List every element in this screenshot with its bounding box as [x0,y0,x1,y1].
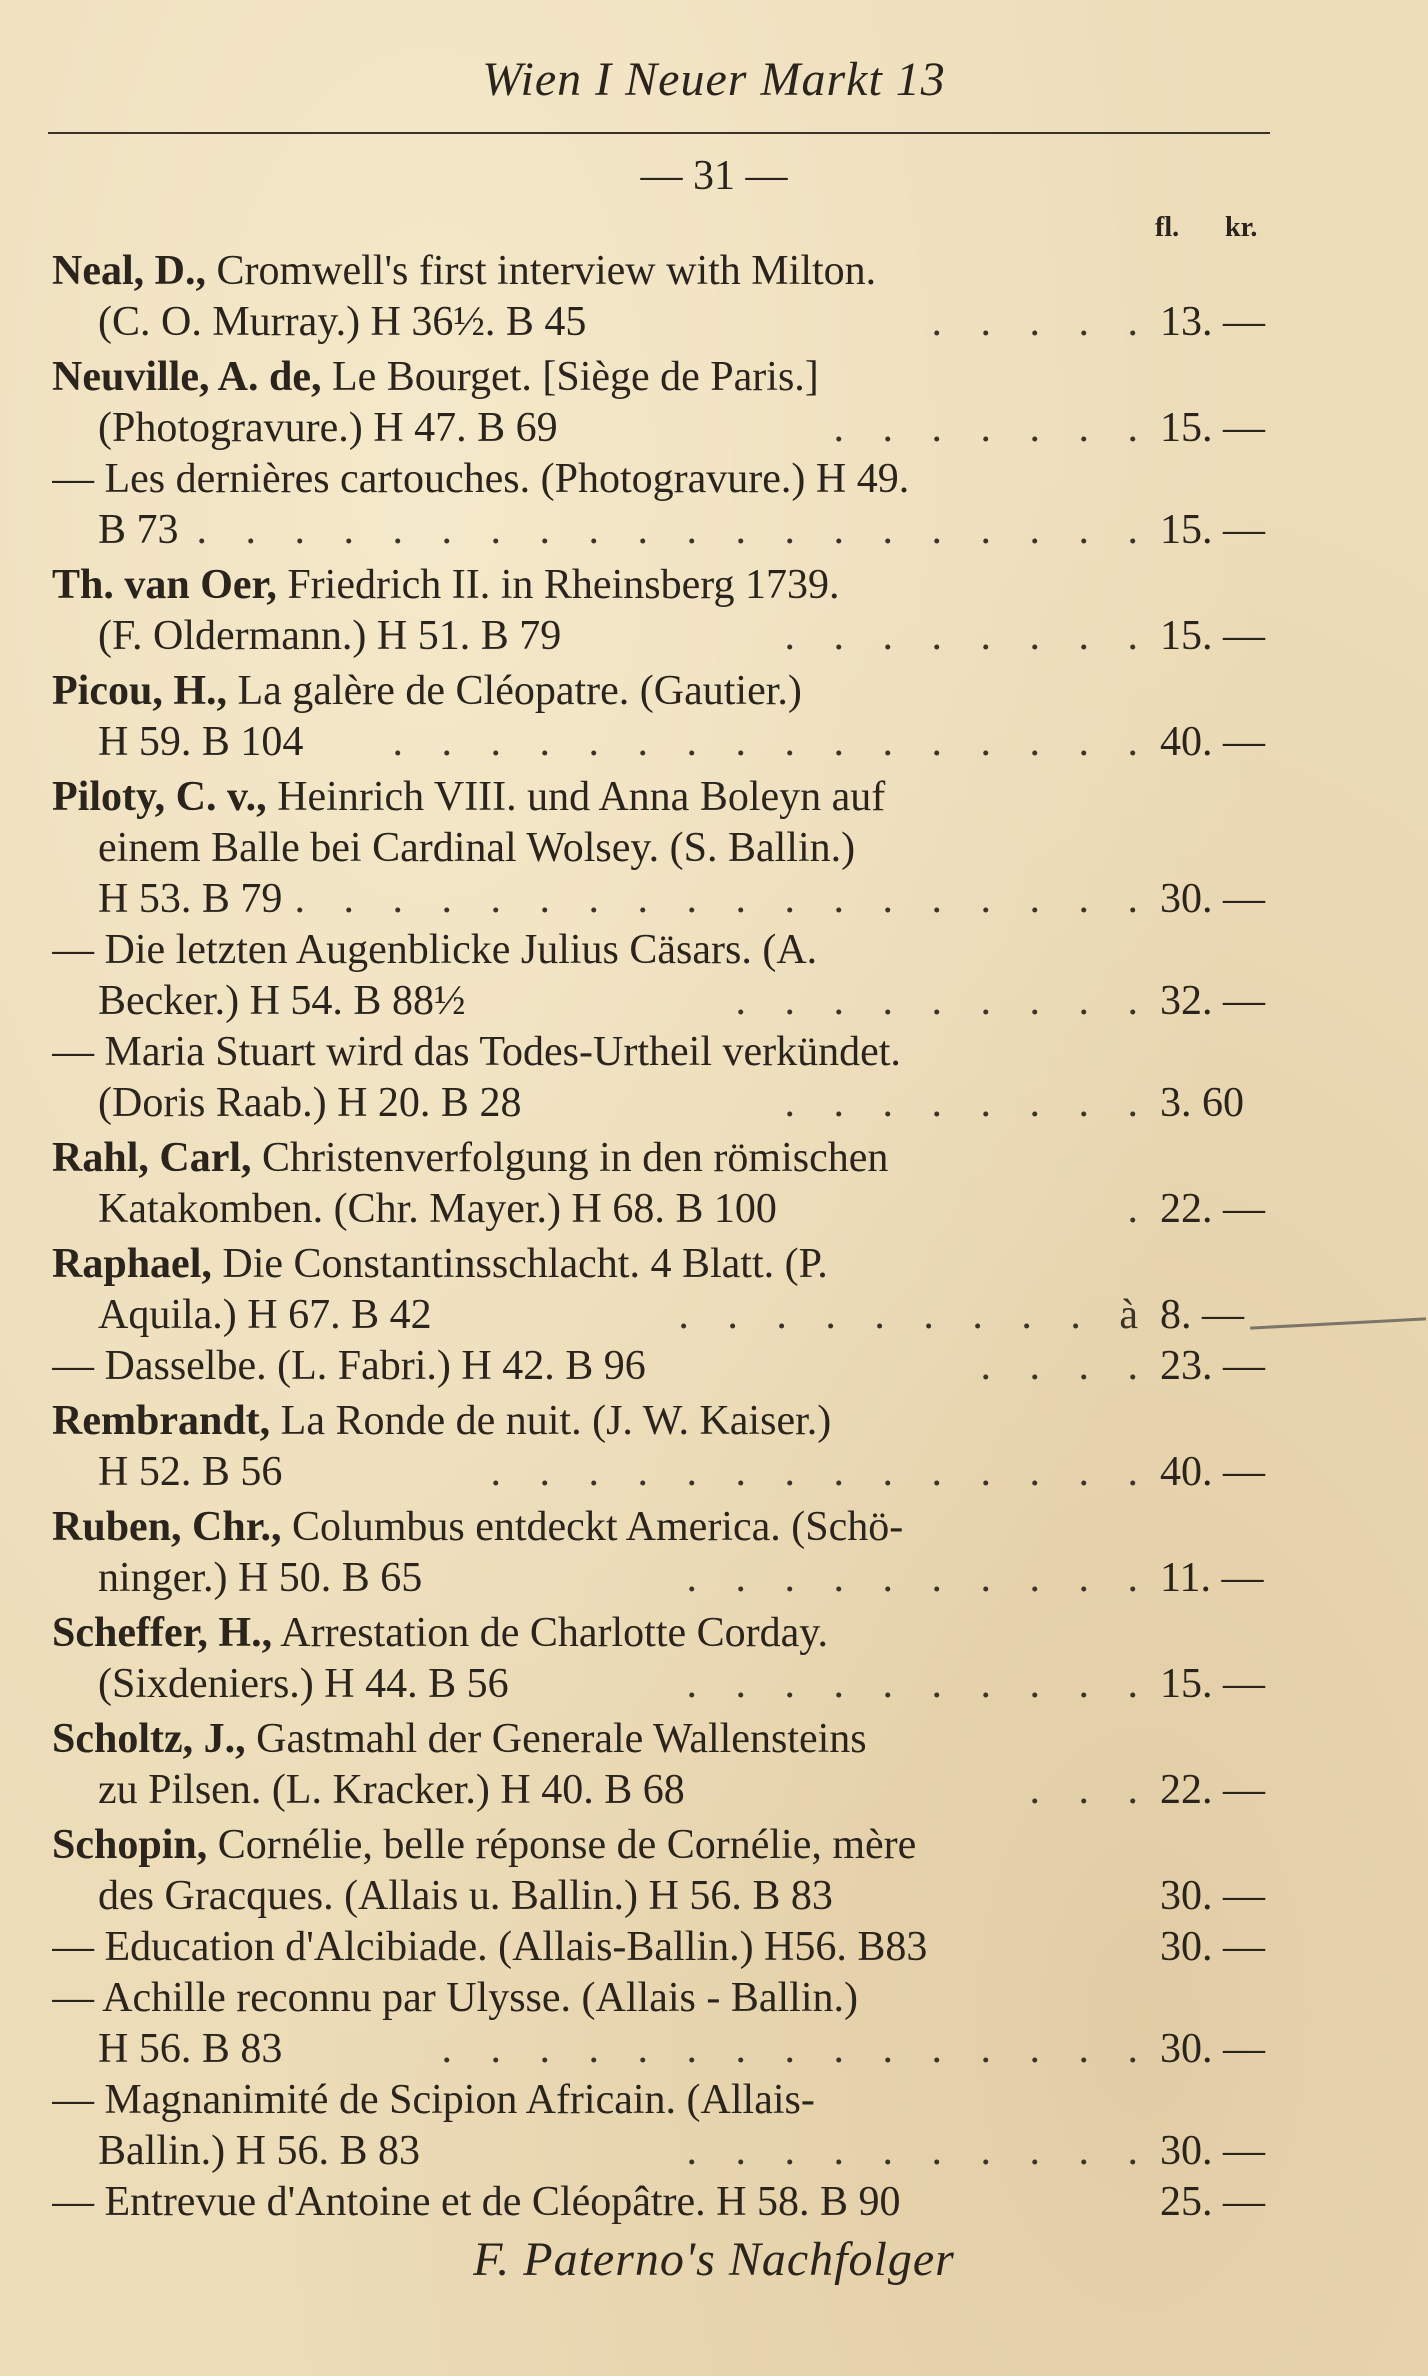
catalogue-line [52,1133,1292,1184]
line-text [52,1027,901,1078]
title-text: — Maria Stuart wird das Todes-Urtheil verkündet. [52,1029,901,1075]
catalogue-line [52,1608,1292,1659]
line-text [52,772,885,823]
title-text: La Ronde de nuit. (J. W. Kaiser.) [270,1398,832,1444]
line-text [52,1502,903,1553]
price: 15. — [1160,507,1265,553]
title-text: — Achille reconnu par Ulysse. (Allais - Ballin.) [52,1975,858,2021]
artist-name: Scholtz, J., [52,1716,246,1762]
title-text: Die Constantinsschlacht. 4 Blatt. (P. [211,1241,828,1287]
price: 30. — [1160,1924,1265,1970]
catalogue-line [52,1765,1292,1816]
price: 15. — [1160,405,1265,451]
artist-name: Raphael, [52,1241,212,1287]
line-text [98,976,465,1027]
price: 8. — [1160,1292,1244,1338]
line-text [52,1133,888,1184]
line-text [52,1396,831,1447]
catalogue-line [52,1447,1292,1498]
line-text [98,874,282,925]
title-text: Becker.) H 54. B 88½ [98,978,466,1024]
price: 30. — [1160,2128,1265,2174]
line-text [52,454,909,505]
price: 25. — [1160,2179,1265,2225]
line-text [52,1922,927,1973]
title-text: (Doris Raab.) H 20. B 28 [98,1080,522,1126]
catalogue-line [52,1502,1292,1553]
line-text [52,1341,646,1392]
catalogue-line [52,1871,1292,1922]
line-text [98,1871,833,1922]
catalogue-line [52,666,1292,717]
leader-dots: . . . . . . . . . . . . . . . . [392,719,1152,765]
running-header: Wien I Neuer Markt 13 [482,53,946,106]
catalogue-line [52,1396,1292,1447]
catalogue-line [52,2075,1292,2126]
catalogue-line [52,1027,1292,1078]
catalogue-line [52,297,1292,348]
leader-dots: . [1127,1186,1152,1232]
catalogue-line [52,925,1292,976]
title-text: H 53. B 79 [98,876,283,922]
catalogue-line [52,874,1292,925]
title-text: Katakomben. (Chr. Mayer.) H 68. B 100 [98,1186,777,1232]
leader-dots: . . . . . . . . [784,1080,1152,1126]
line-text [98,2126,420,2177]
leader-dots: . . . . . [931,299,1152,345]
line-text [52,1239,828,1290]
leader-dots: . . . . . . . . . à [678,1292,1152,1338]
header-rule [48,132,1270,134]
title-text: Ballin.) H 56. B 83 [98,2128,420,2174]
catalogue-entries [52,246,1292,2228]
price: 11. — [1160,1555,1264,1601]
line-text [98,505,179,556]
price: 23. — [1160,1343,1265,1389]
catalogue-line [52,2126,1292,2177]
title-text: einem Balle bei Cardinal Wolsey. (S. Ballin.) [98,825,856,871]
catalogue-line [52,717,1292,768]
price: 32. — [1160,978,1265,1024]
catalogue-line [52,246,1292,297]
line-text [98,1765,685,1816]
leader-dots: . . . . . . . . . . [686,1555,1152,1601]
line-text [98,297,586,348]
title-text: — Les dernières cartouches. (Photogravure.) H 49. [52,456,910,502]
catalogue-line [52,611,1292,662]
catalogue-line [52,1290,1292,1341]
line-text [52,1608,828,1659]
leader-dots: . . . . . . . . . . . . . . . . . . . . [196,507,1152,553]
title-text: Gastmahl der Generale Wallensteins [245,1716,867,1762]
line-text [52,1820,916,1871]
catalogue-line [52,1659,1292,1710]
line-text [52,352,819,403]
title-text: Le Bourget. [Siège de Paris.] [321,354,819,400]
catalogue-line [52,1184,1292,1235]
price: 3. 60 [1160,1080,1244,1126]
title-text: (C. O. Murray.) H 36½. B 45 [98,299,587,345]
price: 15. — [1160,1661,1265,1707]
leader-dots: . . . . . . . [833,405,1152,451]
line-text [98,1184,777,1235]
catalogue-line [52,772,1292,823]
line-text [52,246,876,297]
line-text [98,2024,282,2075]
artist-name: Schopin, [52,1822,208,1868]
title-text: — Magnanimité de Scipion Africain. (Allais- [52,2077,815,2123]
line-text [52,925,817,976]
catalogue-line [52,823,1292,874]
catalogue-line [52,1973,1292,2024]
price: 40. — [1160,1449,1265,1495]
leader-dots: . . . . [980,1343,1152,1389]
artist-name: Scheffer, H., [52,1610,273,1656]
line-text [98,823,855,874]
title-text: B 73 [98,507,179,553]
catalogue-line [52,505,1292,556]
leader-dots: . . . . . . . . . . . . . . [490,1449,1152,1495]
catalogue-line [52,1341,1292,1392]
leader-dots: . . . . . . . . [784,613,1152,659]
publisher-footer: F. Paterno's Nachfolger [473,2233,955,2286]
title-text: H 52. B 56 [98,1449,283,1495]
title-text: ninger.) H 50. B 65 [98,1555,423,1601]
price: 30. — [1160,876,1265,922]
title-text: (Photogravure.) H 47. B 69 [98,405,558,451]
artist-name: Picou, H., [52,668,227,714]
line-text [98,403,558,454]
leader-dots: . . . . . . . . . . . . . . . [441,2026,1152,2072]
catalogue-line [52,2024,1292,2075]
catalogue-line [52,2177,1292,2228]
artist-name: Neal, D., [52,248,206,294]
unit-kreuzer-label: kr. [1225,212,1258,243]
line-text [98,1659,509,1710]
leader-dots: . . . . . . . . . [735,978,1152,1024]
catalogue-line [52,560,1292,611]
price: 15. — [1160,613,1265,659]
price: 22. — [1160,1186,1265,1232]
price: 22. — [1160,1767,1265,1813]
catalogue-line [52,976,1292,1027]
page-number: — 31 — [640,153,788,199]
title-text: des Gracques. (Allais u. Ballin.) H 56. B 83 [98,1873,833,1919]
line-text [52,666,802,717]
line-text [52,1973,858,2024]
catalogue-line [52,403,1292,454]
line-text [98,1078,521,1129]
title-text: Aquila.) H 67. B 42 [98,1292,432,1338]
title-text: — Dasselbe. (L. Fabri.) H 42. B 96 [52,1343,646,1389]
line-text [98,1447,282,1498]
artist-name: Neuville, A. de, [52,354,322,400]
unit-florin-label: fl. [1155,212,1180,243]
line-text [98,1290,432,1341]
title-text: zu Pilsen. (L. Kracker.) H 40. B 68 [98,1767,685,1813]
catalogue-line [52,1553,1292,1604]
catalogue-line [52,352,1292,403]
catalogue-line [52,1239,1292,1290]
catalogue-line [52,1820,1292,1871]
title-text: (F. Oldermann.) H 51. B 79 [98,613,562,659]
line-text [98,717,303,768]
artist-name: Th. van Oer, [52,562,277,608]
title-text: — Die letzten Augenblicke Julius Cäsars. (A. [52,927,818,973]
price: 13. — [1160,299,1265,345]
line-text [52,1714,867,1765]
title-text: Christenverfolgung in den römischen [251,1135,889,1181]
title-text: (Sixdeniers.) H 44. B 56 [98,1661,509,1707]
artist-name: Rembrandt, [52,1398,271,1444]
line-text [52,2177,901,2228]
title-text: Heinrich VIII. und Anna Boleyn auf [266,774,886,820]
title-text: H 59. B 104 [98,719,304,765]
title-text: Cornélie, belle réponse de Cornélie, mère [207,1822,917,1868]
leader-dots: . . . . . . . . . . [686,1661,1152,1707]
artist-name: Piloty, C. v., [52,774,267,820]
line-text [52,560,839,611]
title-text: La galère de Cléopatre. (Gautier.) [227,668,802,714]
title-text: Cromwell's first interview with Milton. [205,248,877,294]
line-text [98,1553,422,1604]
line-text [98,611,561,662]
title-text: — Education d'Alcibiade. (Allais-Ballin.) H56. B83 [52,1924,928,1970]
leader-dots: . . . . . . . . . . [686,2128,1152,2174]
catalogue-line [52,1078,1292,1129]
title-text: Friedrich II. in Rheinsberg 1739. [276,562,840,608]
title-text: Columbus entdeckt America. (Schö- [281,1504,904,1550]
line-text [52,2075,815,2126]
title-text: — Entrevue d'Antoine et de Cléopâtre. H 58. B 90 [52,2179,901,2225]
catalogue-line [52,1714,1292,1765]
price: 40. — [1160,719,1265,765]
title-text: Arrestation de Charlotte Corday. [272,1610,829,1656]
leader-dots: . . . . . . . . . . . . . . . . . . [294,876,1152,922]
price: 30. — [1160,2026,1265,2072]
artist-name: Rahl, Carl, [52,1135,252,1181]
price: 30. — [1160,1873,1265,1919]
artist-name: Ruben, Chr., [52,1504,282,1550]
catalogue-line [52,1922,1292,1973]
leader-dots: . . . [1029,1767,1152,1813]
catalogue-line [52,454,1292,505]
title-text: H 56. B 83 [98,2026,283,2072]
